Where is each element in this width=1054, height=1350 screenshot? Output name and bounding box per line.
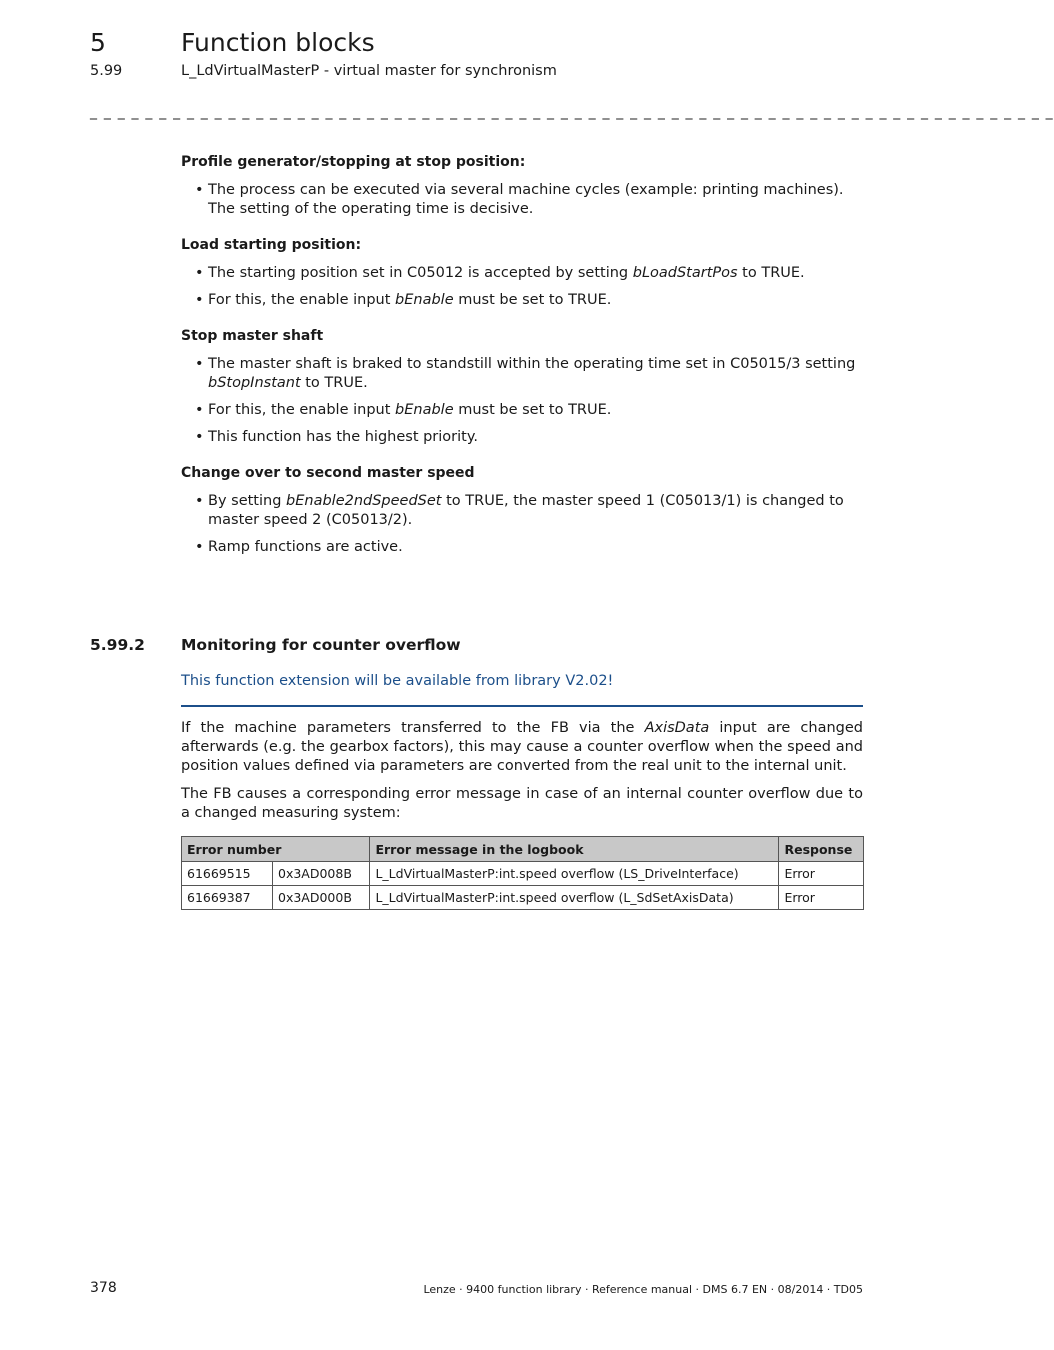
text-run: For this, the enable input (208, 292, 396, 308)
text-run: The process can be executed via several machine cycles (example: printing machines). The setting of the operating time is decisive. (208, 182, 844, 217)
text-run: must be set to TRUE. (453, 292, 612, 308)
col-response: Response (779, 837, 864, 862)
list-item (181, 538, 863, 557)
cell-response: Error (779, 886, 864, 910)
section-number: 5.99 (90, 63, 123, 79)
text-run: By setting (208, 493, 287, 509)
cell-message: L_LdVirtualMasterP:int.speed overflow (L_SdSetAxisData) (370, 886, 779, 910)
text-run: Ramp functions are active. (208, 539, 403, 555)
text-run: This function has the highest priority. (208, 429, 478, 445)
table-row (182, 886, 864, 910)
text-run: For this, the enable input (208, 402, 396, 418)
italic-identifier: bEnable2ndSpeedSet (286, 493, 442, 509)
text-run: to TRUE. (300, 375, 368, 391)
italic-identifier: bStopInstant (208, 375, 301, 391)
list-item (181, 181, 863, 219)
cell-message: L_LdVirtualMasterP:int.speed overflow (LS_DriveInterface) (370, 862, 779, 886)
chapter-number: 5 (90, 28, 106, 57)
cell-error-hex: 0x3AD008B (273, 862, 370, 886)
block-heading: Load starting position: (181, 237, 362, 253)
header-separator: _ _ _ _ _ _ _ _ _ _ _ _ _ _ _ _ _ _ _ _ _ _ _ _ _ _ _ _ _ _ _ _ _ _ _ _ _ _ _ _ _ _ _ _ _ _ _ _ _ _ _ _ _ _ _ _ _ _ _ _ _ _ _ _ _ _ _ _ _ _ (90, 104, 1054, 120)
footer-doc-info: Lenze · 9400 function library · Reference manual · DMS 6.7 EN · 08/2014 · TD05 (423, 1283, 863, 1296)
col-error-message: Error message in the logbook (370, 837, 779, 862)
paragraph-error-message: The FB causes a corresponding error message in case of an internal counter overflow due to a changed measuring system: (181, 786, 863, 821)
chapter-title: Function blocks (181, 28, 375, 57)
cell-response: Error (779, 862, 864, 886)
text-run: must be set to TRUE. (453, 402, 612, 418)
col-error-number: Error number (182, 837, 370, 862)
list-item (181, 492, 863, 530)
text-run: The master shaft is braked to standstill within the operating time set in C05015/3 setting (208, 356, 856, 372)
subsection-number: 5.99.2 (90, 636, 145, 654)
cell-error-dec: 61669387 (182, 886, 273, 910)
block-heading: Change over to second master speed (181, 465, 475, 481)
cell-error-hex: 0x3AD000B (273, 886, 370, 910)
list-item (181, 401, 863, 420)
text-run: The starting position set in C05012 is accepted by setting (208, 265, 633, 281)
list-item (181, 291, 863, 310)
italic-identifier: AxisData (644, 720, 710, 736)
bullet-list (181, 181, 863, 219)
list-item (181, 428, 863, 447)
table-header-row (182, 837, 864, 862)
text-run: If the machine parameters transferred to the FB via the (181, 720, 645, 736)
text-run: to TRUE, the master speed 1 (C05013/1) is changed to master speed 2 (C05013/2). (208, 493, 844, 528)
bullet-list (181, 355, 863, 447)
block-heading: Stop master shaft (181, 328, 324, 344)
bullet-list (181, 264, 863, 310)
table-row (182, 862, 864, 886)
error-table (181, 836, 864, 910)
page-number: 378 (90, 1280, 117, 1296)
text-run: input are changed afterwards (e.g. the gearbox factors), this may cause a counter overflow when the speed and position values defined via parameters are converted from the real unit to the internal unit. (181, 720, 863, 774)
italic-identifier: bEnable (395, 402, 454, 418)
list-item (181, 355, 863, 393)
cell-error-dec: 61669515 (182, 862, 273, 886)
note-divider (181, 705, 863, 707)
text-run: to TRUE. (737, 265, 805, 281)
paragraph-axisdata (181, 719, 863, 776)
block-heading: Profile generator/stopping at stop position: (181, 154, 526, 170)
content-blocks (181, 153, 863, 574)
list-item (181, 264, 863, 283)
bullet-list (181, 492, 863, 557)
library-version-note: This function extension will be available from library V2.02! (181, 673, 614, 689)
italic-identifier: bLoadStartPos (632, 265, 738, 281)
italic-identifier: bEnable (395, 292, 454, 308)
section-title: L_LdVirtualMasterP - virtual master for synchronism (181, 63, 557, 79)
subsection-title: Monitoring for counter overflow (181, 636, 461, 654)
